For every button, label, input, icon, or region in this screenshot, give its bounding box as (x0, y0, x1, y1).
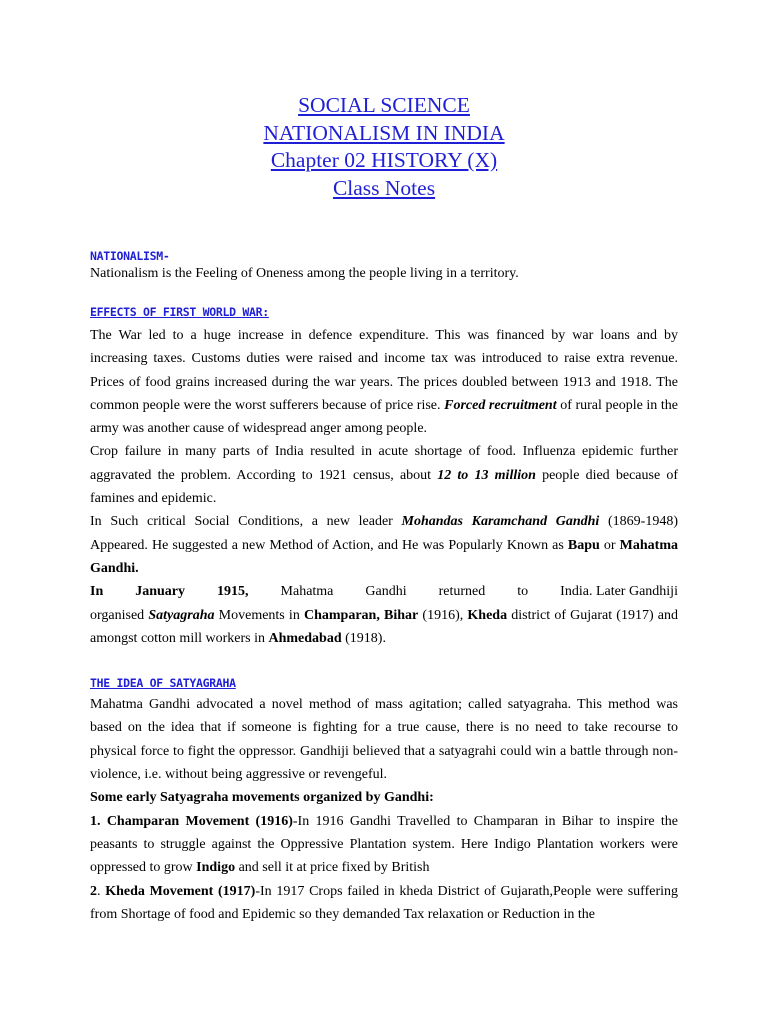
kheda-movement: 2. Kheda Movement (1917)-In 1917 Crops failed in kheda District of Gujarath,People were suffering from Shortage of food and Epidemic so they demanded Tax relaxation or Reduction in the (90, 883, 679, 922)
nationalism-heading: NATIONALISM- (90, 249, 170, 263)
section-satyagraha (90, 676, 678, 926)
effects-paragraph-4-rest: organised Satyagraha Movements in Champaran, Bihar (1916), Kheda district of Gujarat (1917) and amongst cotton mill workers in Ahmedabad (1918). (90, 607, 679, 646)
section-nationalism (90, 249, 678, 283)
effects-paragraph-1: The War led to a huge increase in defence expenditure. This was financed by war loans and by increasing taxes. Customs duties were raised and income tax was introduced to raise extra revenue. Prices of food grains increased during the war years. The prices doubled between 1913 and 1918. The common people were the worst sufferers because of price rise. Forced recruitment of rural people in the army was another cause of widespread anger among people. (90, 328, 678, 437)
champaran-movement: 1. Champaran Movement (1916)-In 1916 Gandhi Travelled to Champaran in Bihar to inspire the peasants to struggle against the Oppressive Plantation system. Here Indigo Plantation workers were oppressed to grow Indigo and sell it at price fixed by British (90, 813, 678, 876)
effects-paragraph-2: Crop failure in many parts of India resulted in acute shortage of food. Influenza epidemic further aggravated the problem. According to 1921 census, about 12 to 13 million people died because of famines and epidemic. (90, 444, 679, 507)
satyagraha-paragraph: Mahatma Gandhi advocated a novel method of mass agitation; called satyagraha. This method was based on the idea that if someone is fighting for a true cause, there is no need to take recourse to physical force to fight the oppressor. Gandhiji believed that a satyagrahi could win a battle through non-violence, i.e. without being aggressive or revengeful. (90, 697, 678, 783)
title-notes: Class Notes (332, 175, 436, 200)
title-subject: SOCIAL SCIENCE (298, 93, 470, 117)
effects-paragraph-4-first-line: In January 1915, Mahatma Gandhi returned to India. Later Gandhiji (90, 584, 678, 600)
effects-heading: EFFECTS OF FIRST WORLD WAR: (90, 305, 269, 319)
title-topic: NATIONALISM IN INDIA (263, 120, 505, 145)
title-block (90, 0, 678, 202)
section-effects (90, 305, 678, 650)
satyagraha-heading: THE IDEA OF SATYAGRAHA (90, 676, 236, 691)
early-movements-heading: Some early Satyagraha movements organized by Gandhi: (90, 790, 434, 806)
effects-paragraph-4 (90, 580, 678, 650)
effects-paragraph-3: In Such critical Social Conditions, a new leader Mohandas Karamchand Gandhi (1869-1948) Appeared. He suggested a new Method of Action, and He was Popularly Known as Bapu or Mahatma Gandhi. (90, 514, 678, 576)
title-chapter: Chapter 02 HISTORY (X) (270, 148, 498, 172)
nationalism-definition: Nationalism is the Feeling of Oneness among the people living in a territory. (90, 266, 519, 281)
